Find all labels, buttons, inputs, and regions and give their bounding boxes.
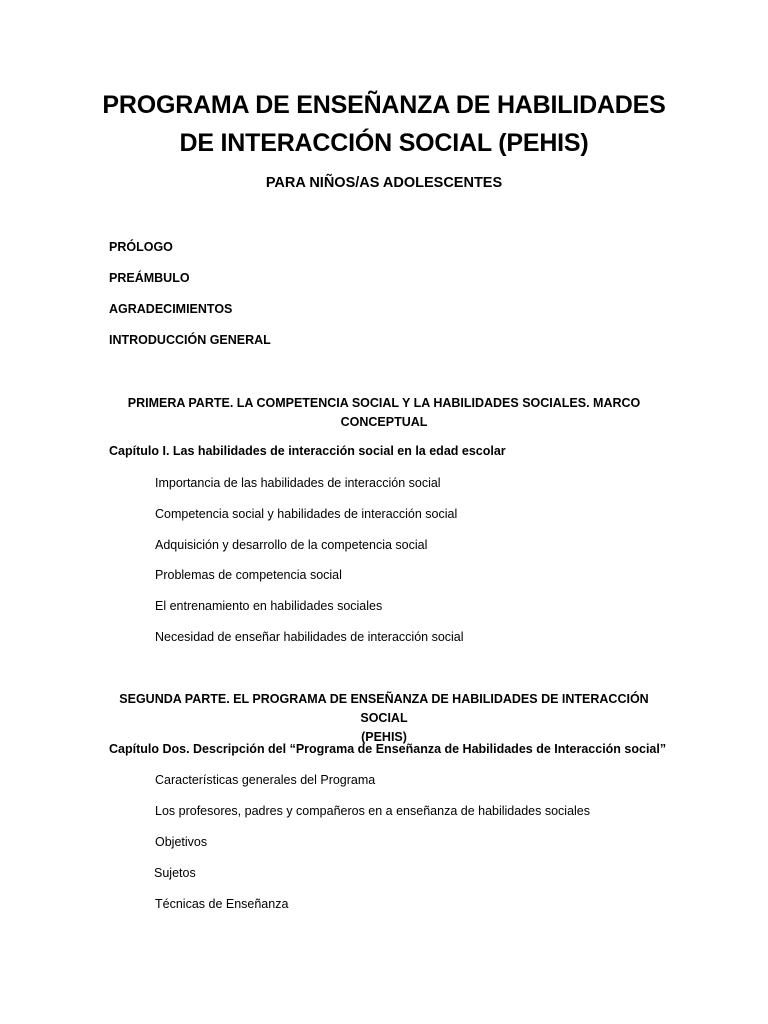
document-subtitle: PARA NIÑOS/AS ADOLESCENTES xyxy=(265,175,503,191)
toc-section: Objetivos xyxy=(155,835,208,849)
toc-item-prologo: PRÓLOGO xyxy=(109,240,173,254)
toc-section: Problemas de competencia social xyxy=(155,568,342,582)
toc-item-agradecimientos: AGRADECIMIENTOS xyxy=(109,302,233,316)
document-title-line-1: PROGRAMA DE ENSEÑANZA DE HABILIDADES xyxy=(102,91,666,119)
toc-section: Sujetos xyxy=(154,866,196,880)
chapter-two-title: Capítulo Dos. Descripción del “Programa de Enseñanza de Habilidades de Interacción social” xyxy=(109,742,667,756)
part-two-heading xyxy=(100,690,668,747)
toc-section: Importancia de las habilidades de interacción social xyxy=(155,476,441,490)
part-two-heading-line-1: SEGUNDA PARTE. EL PROGRAMA DE ENSEÑANZA DE HABILIDADES DE INTERACCIÓN SOCIAL xyxy=(119,692,649,725)
part-one-heading-line-2: CONCEPTUAL xyxy=(340,415,428,429)
toc-item-introduccion-general: INTRODUCCIÓN GENERAL xyxy=(109,333,271,347)
document-title-line-2: DE INTERACCIÓN SOCIAL (PEHIS) xyxy=(179,129,589,157)
part-two-heading-line-2: (PEHIS) xyxy=(361,730,407,744)
toc-section: El entrenamiento en habilidades sociales xyxy=(155,599,383,613)
toc-item-preambulo: PREÁMBULO xyxy=(109,271,190,285)
chapter-one-title: Capítulo I. Las habilidades de interacción social en la edad escolar xyxy=(109,444,506,458)
toc-section: Adquisición y desarrollo de la competencia social xyxy=(155,538,428,552)
part-one-heading xyxy=(100,394,668,432)
toc-section: Los profesores, padres y compañeros en a enseñanza de habilidades sociales xyxy=(155,804,590,818)
toc-section: Necesidad de enseñar habilidades de interacción social xyxy=(155,630,464,644)
toc-section: Competencia social y habilidades de interacción social xyxy=(155,507,458,521)
part-one-heading-line-1: PRIMERA PARTE. LA COMPETENCIA SOCIAL Y LA HABILIDADES SOCIALES. MARCO xyxy=(127,396,641,410)
toc-section: Técnicas de Enseñanza xyxy=(155,897,289,911)
toc-section: Características generales del Programa xyxy=(155,773,376,787)
